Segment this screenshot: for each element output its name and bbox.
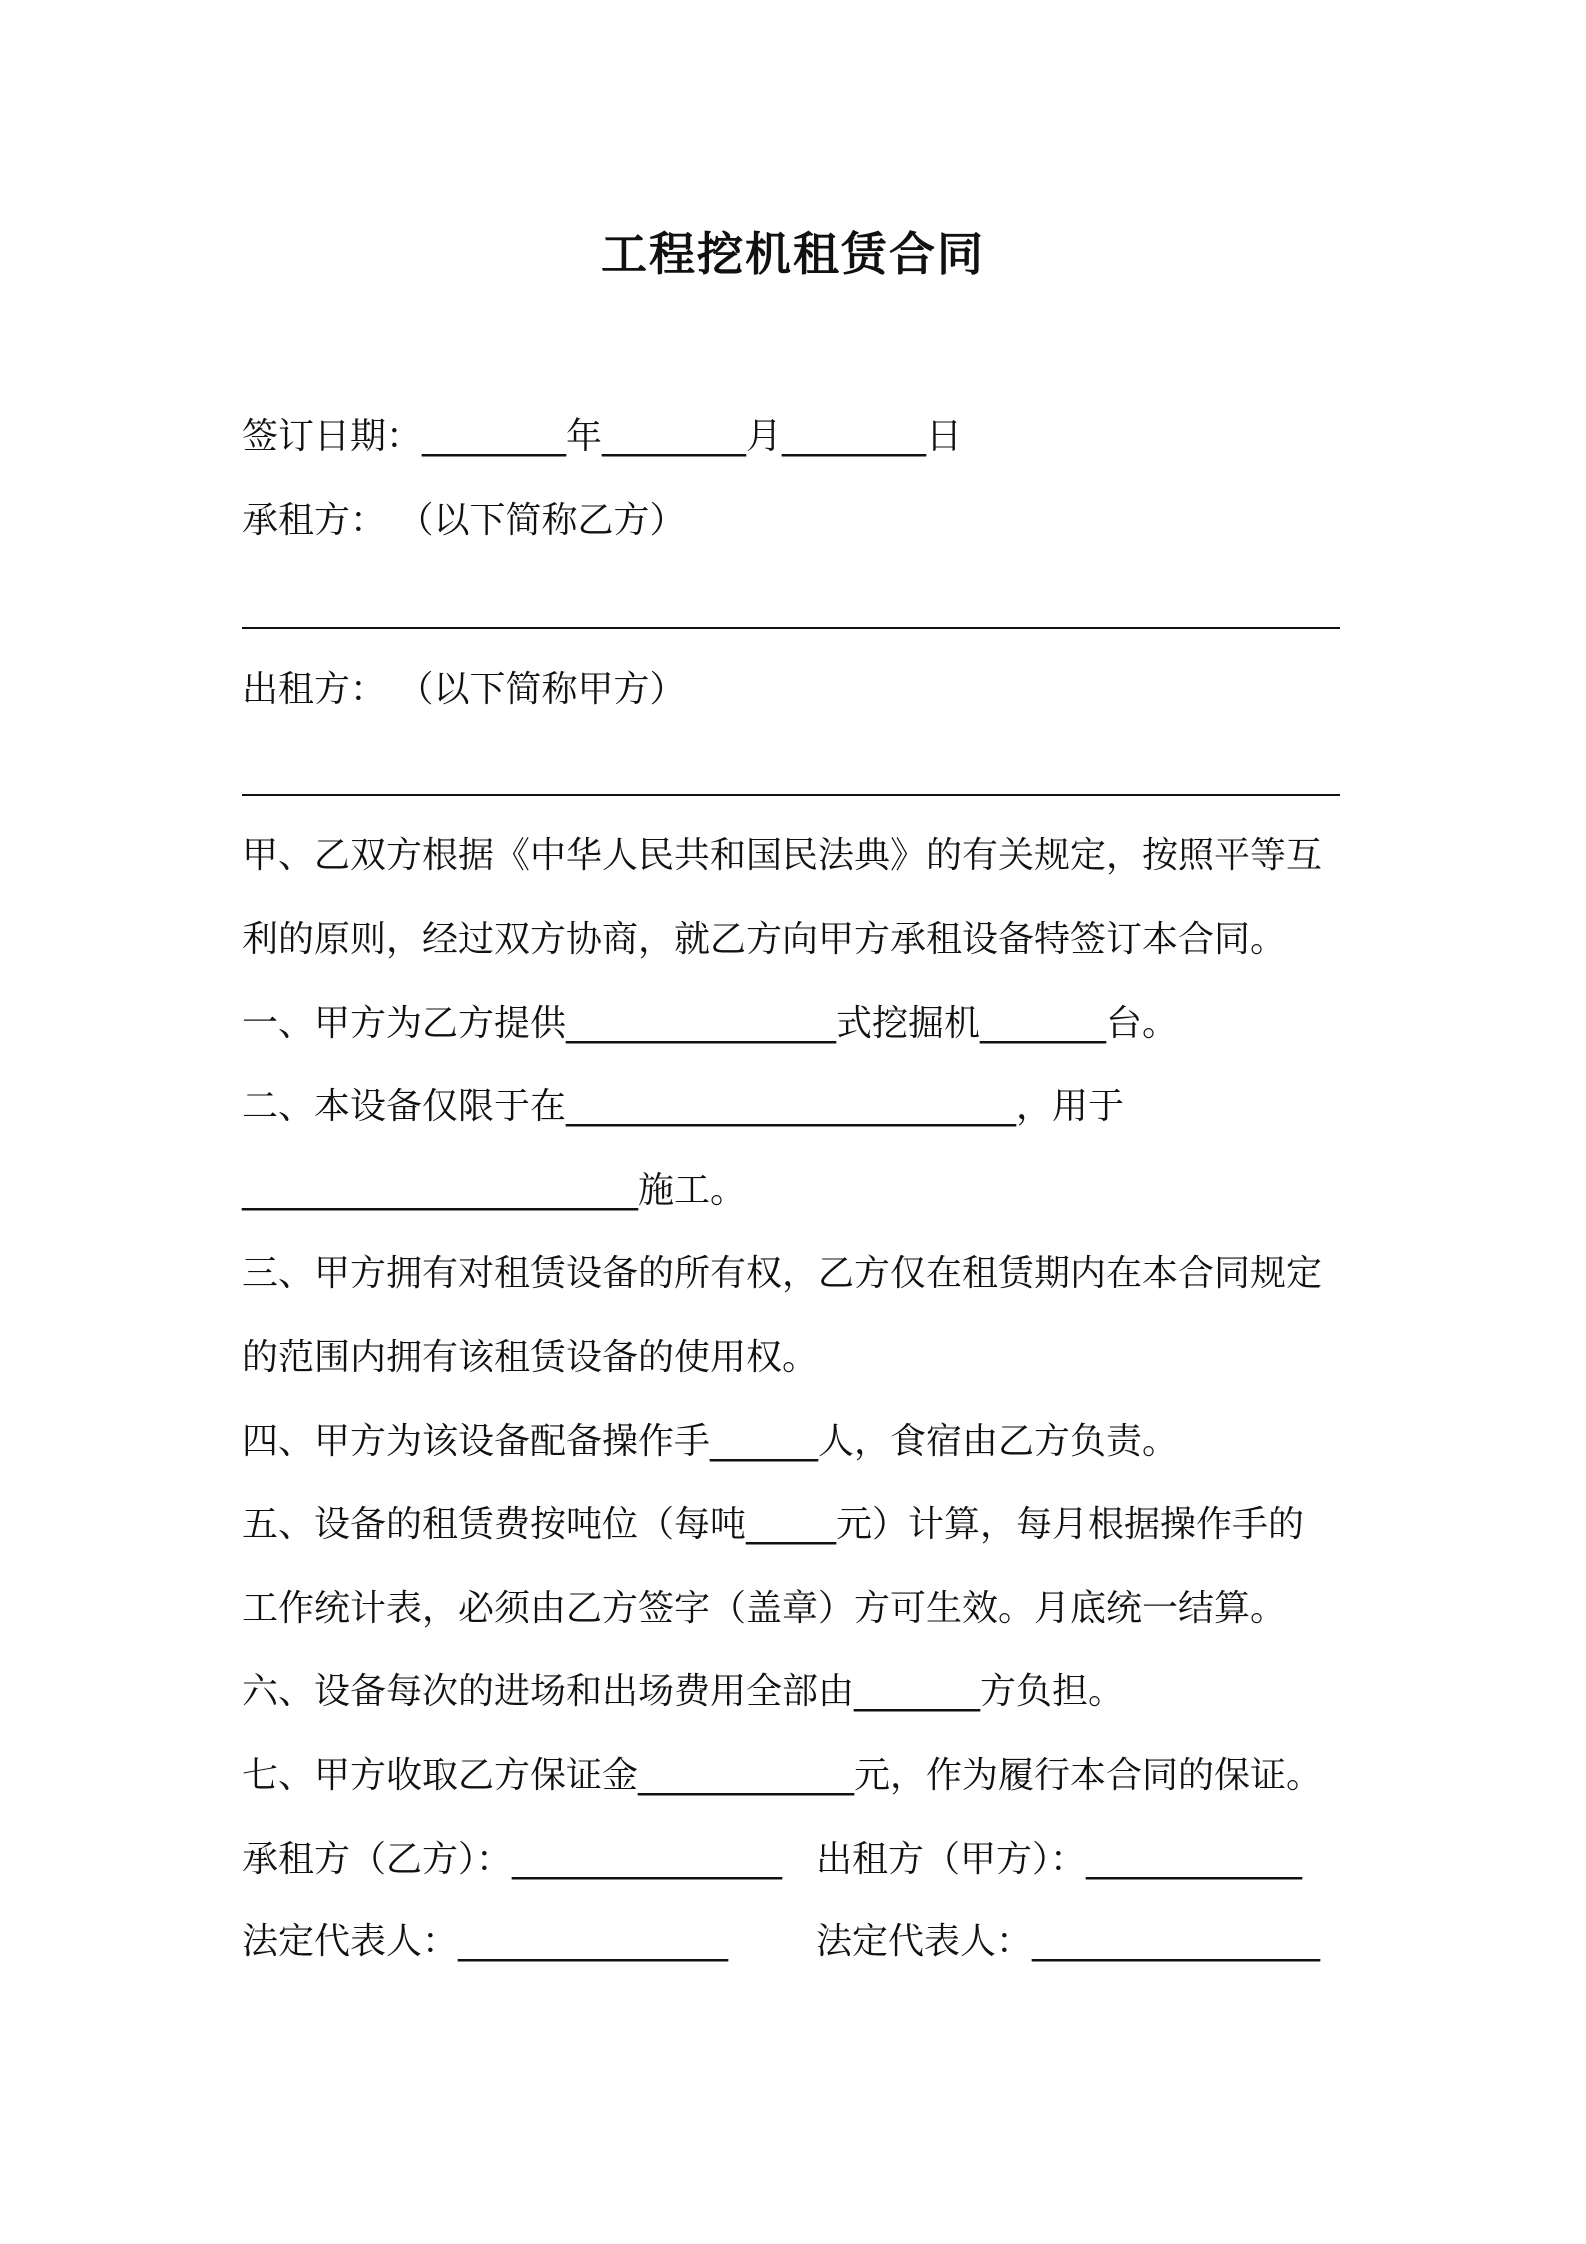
lessee-fill-line bbox=[242, 627, 1340, 629]
clause-2: 二、本设备仅限于在_________________________，用于 bbox=[242, 1086, 1125, 1127]
clause-5: 五、设备的租赁费按吨位（每吨_____元）计算，每月根据操作手的 bbox=[242, 1504, 1305, 1545]
document-title: 工程挖机租赁合同 bbox=[601, 227, 985, 281]
signing-date-line: 签订日期：________年________月________日 bbox=[242, 416, 963, 457]
preamble-line-2: 利的原则，经过双方协商，就乙方向甲方承租设备特签订本合同。 bbox=[242, 919, 1287, 960]
lessor-representative-signature: 法定代表人：________________ bbox=[816, 1921, 1321, 1962]
lessee-intro: 承租方： （以下简称乙方） bbox=[242, 500, 686, 541]
lessee-party-signature: 承租方（乙方）：_______________ bbox=[242, 1839, 783, 1880]
clause-2-cont: ______________________施工。 bbox=[242, 1170, 747, 1211]
clause-4: 四、甲方为该设备配备操作手______人，食宿由乙方负责。 bbox=[242, 1421, 1179, 1462]
clause-3: 三、甲方拥有对租赁设备的所有权，乙方仅在租赁期内在本合同规定 bbox=[242, 1253, 1323, 1294]
lessor-fill-line bbox=[242, 794, 1340, 796]
clause-7: 七、甲方收取乙方保证金____________元，作为履行本合同的保证。 bbox=[242, 1755, 1323, 1796]
clause-1: 一、甲方为乙方提供_______________式挖掘机_______台。 bbox=[242, 1003, 1179, 1044]
lessor-intro: 出租方： （以下简称甲方） bbox=[242, 669, 686, 710]
clause-6: 六、设备每次的进场和出场费用全部由_______方负担。 bbox=[242, 1671, 1125, 1712]
clause-5-cont: 工作统计表，必须由乙方签字（盖章）方可生效。月底统一结算。 bbox=[242, 1588, 1287, 1629]
lessee-representative-signature: 法定代表人：_______________ bbox=[242, 1921, 729, 1962]
lessor-party-signature: 出租方（甲方）：____________ bbox=[816, 1839, 1303, 1880]
clause-3-cont: 的范围内拥有该租赁设备的使用权。 bbox=[242, 1337, 819, 1378]
preamble-line-1: 甲、乙双方根据《中华人民共和国民法典》的有关规定，按照平等互 bbox=[242, 835, 1323, 876]
